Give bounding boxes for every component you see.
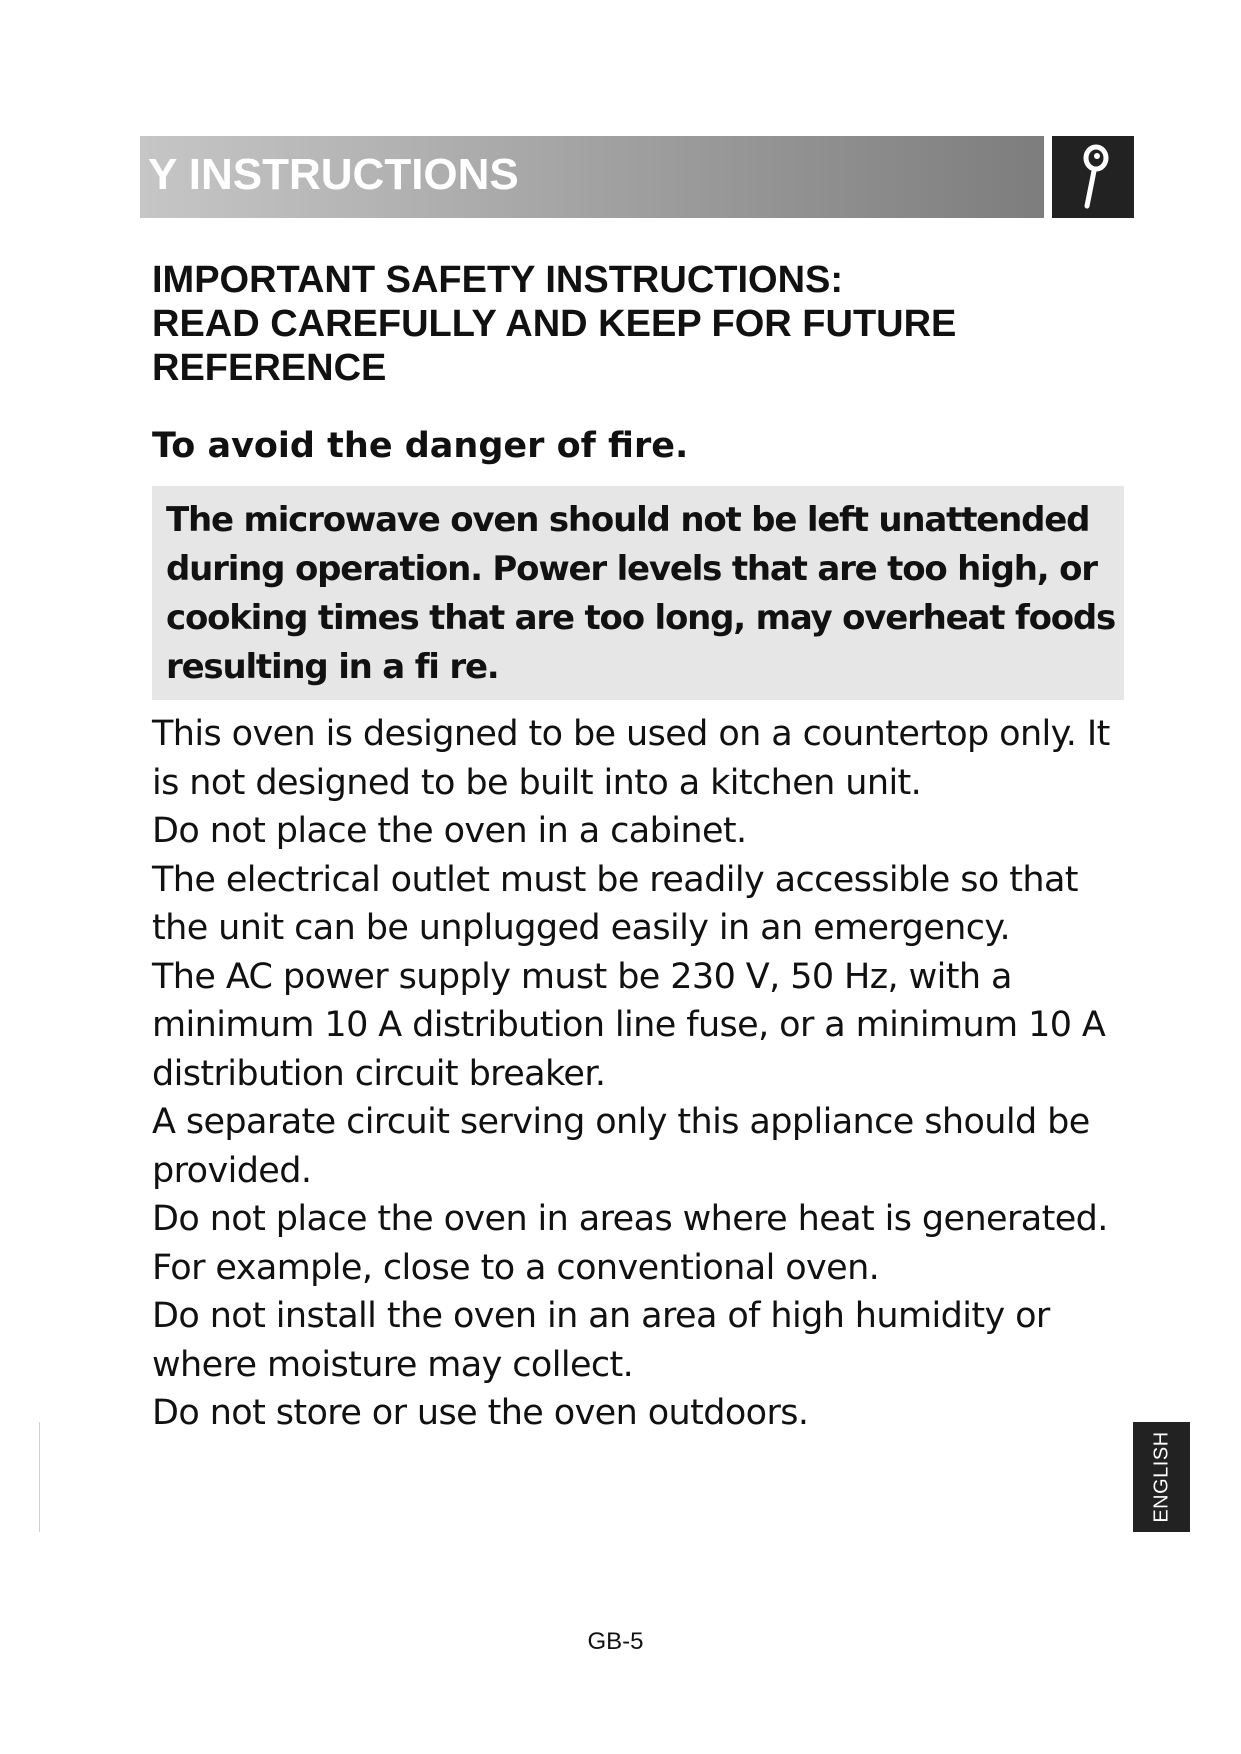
info-icon: [1070, 144, 1116, 210]
header-icon-box: [1052, 136, 1134, 218]
paragraph: Do not place the oven in a cabinet.: [152, 811, 747, 851]
page-number: GB-5: [587, 1628, 644, 1655]
instructions-body: [152, 710, 1132, 1438]
paragraph: The AC power supply must be 230 V, 50 Hz, with a minimum 10 A distribution line fuse, or a minimum 10 A distribution circuit breaker.: [152, 956, 1106, 1094]
safety-headline: [152, 258, 1152, 390]
section-header-bar: [140, 136, 1044, 218]
paragraph: A separate circuit serving only this appliance should be provided.: [152, 1102, 1090, 1191]
headline-line-1: IMPORTANT SAFETY INSTRUCTIONS:: [152, 259, 844, 301]
warning-text: The microwave oven should not be left unattended during operation. Power levels that are too high, or cooking times that are too long, may overheat foods resulting in a fi re.: [166, 500, 1116, 687]
language-tab: [1133, 1422, 1190, 1532]
headline-line-2: READ CAREFULLY AND KEEP FOR FUTURE: [152, 303, 957, 345]
language-label: ENGLISH: [1150, 1431, 1172, 1523]
margin-line: [39, 1422, 40, 1532]
warning-box: [152, 486, 1124, 700]
paragraph: This oven is designed to be used on a countertop only. It is not designed to be built into a kitchen unit.: [152, 714, 1110, 803]
paragraph: Do not install the oven in an area of high humidity or where moisture may collect.: [152, 1296, 1050, 1385]
paragraph: Do not place the oven in areas where heat is generated. For example, close to a conventional oven.: [152, 1199, 1108, 1288]
headline-line-3: REFERENCE: [152, 347, 387, 389]
section-header-title: Y INSTRUCTIONS: [148, 150, 519, 199]
paragraph: Do not store or use the oven outdoors.: [152, 1393, 809, 1433]
fire-danger-subhead: To avoid the danger of fire.: [152, 426, 689, 466]
paragraph: The electrical outlet must be readily accessible so that the unit can be unplugged easily in an emergency.: [152, 859, 1078, 948]
